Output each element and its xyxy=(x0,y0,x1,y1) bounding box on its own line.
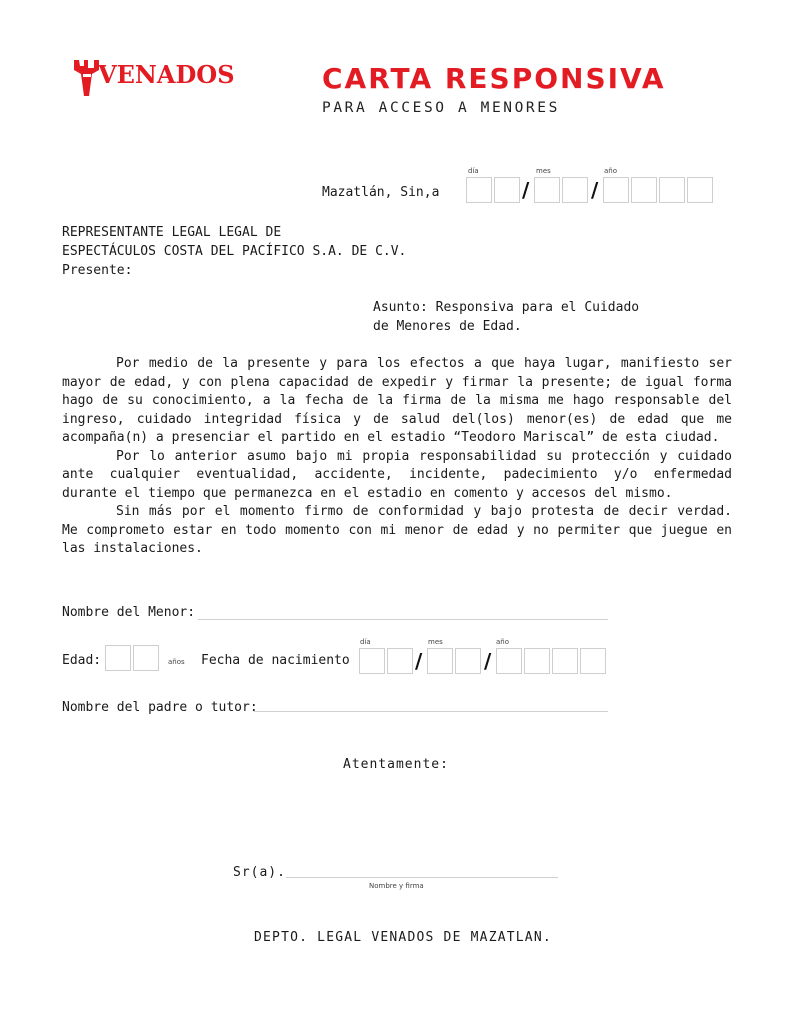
guardian-name-field[interactable] xyxy=(254,711,608,712)
venados-logo xyxy=(72,58,235,98)
birthdate-label: Fecha de nacimiento xyxy=(201,653,350,668)
place-label: Mazatlán, Sin,a xyxy=(322,185,440,200)
recipient-line-3: Presente: xyxy=(62,263,133,278)
date-year-box-3[interactable] xyxy=(659,177,685,203)
date-separator: / xyxy=(484,649,492,673)
date-year-label: año xyxy=(604,167,618,175)
closing-text: Atentamente: xyxy=(343,757,449,772)
birth-year-box-1[interactable] xyxy=(496,648,522,674)
signature-field[interactable] xyxy=(286,877,558,878)
recipient-line-1: REPRESENTANTE LEGAL LEGAL DE xyxy=(62,225,282,240)
date-separator: / xyxy=(522,178,530,202)
date-year-box-2[interactable] xyxy=(631,177,657,203)
birth-month-label: mes xyxy=(428,638,443,646)
signature-caption: Nombre y firma xyxy=(369,882,424,890)
date-day-box-1[interactable] xyxy=(466,177,492,203)
birth-month-box-2[interactable] xyxy=(455,648,481,674)
birth-day-box-2[interactable] xyxy=(387,648,413,674)
date-month-label: mes xyxy=(536,167,551,175)
minor-name-label: Nombre del Menor: xyxy=(62,605,196,620)
subject-line-2: de Menores de Edad. xyxy=(373,319,522,334)
signature-prefix: Sr(a). xyxy=(233,865,286,880)
birth-year-box-2[interactable] xyxy=(524,648,550,674)
body-paragraph-1: Por medio de la presente y para los efectos a que haya lugar, manifiesto ser mayor de edad, y con plena capacidad de expedir y firmar la presente; de igual forma hago de su conocimiento, a la fecha de la firma de la misma me hago responsable del ingreso, cuidado integridad física y de salud del(los) menor(es) de edad que me acompaña(n) a presenciar el partido en el estadio “Teodoro Mariscal” de esta ciudad. xyxy=(62,356,732,445)
date-separator: / xyxy=(415,649,423,673)
age-box-1[interactable] xyxy=(105,645,131,671)
birth-year-box-4[interactable] xyxy=(580,648,606,674)
date-separator: / xyxy=(591,178,599,202)
recipient-line-2: ESPECTÁCULOS COSTA DEL PACÍFICO S.A. DE C.V. xyxy=(62,244,407,259)
date-day-box-2[interactable] xyxy=(494,177,520,203)
date-day-label: día xyxy=(468,167,479,175)
document-subtitle: PARA ACCESO A MENORES xyxy=(322,100,560,116)
body-paragraph-2: Por lo anterior asumo bajo mi propia responsabilidad su protección y cuidado ante cualquier eventualidad, accidente, incidente, padecimiento y/o enfermedad durante el tiempo que permanezca en el estadio en comento y accesos del mismo. xyxy=(62,448,732,501)
birth-year-box-3[interactable] xyxy=(552,648,578,674)
subject-line-1: Asunto: Responsiva para el Cuidado xyxy=(373,300,640,315)
date-month-box-2[interactable] xyxy=(562,177,588,203)
body-text xyxy=(62,355,732,559)
body-paragraph-3: Sin más por el momento firmo de conformidad y bajo protesta de decir verdad. Me comprometo estar en todo momento con mi menor de edad y no permiter que juegue en las instalaciones. xyxy=(62,504,732,556)
footer-department: DEPTO. LEGAL VENADOS DE MAZATLAN. xyxy=(254,930,552,945)
age-label: Edad: xyxy=(62,653,102,668)
document-title: CARTA RESPONSIVA xyxy=(322,62,666,95)
date-year-box-1[interactable] xyxy=(603,177,629,203)
minor-name-field[interactable] xyxy=(198,619,608,620)
birth-month-box-1[interactable] xyxy=(427,648,453,674)
date-year-box-4[interactable] xyxy=(687,177,713,203)
age-unit-label: años xyxy=(168,658,185,666)
logo-wordmark: VENADOS xyxy=(98,60,235,89)
age-box-2[interactable] xyxy=(133,645,159,671)
guardian-label: Nombre del padre o tutor: xyxy=(62,700,258,715)
birth-day-box-1[interactable] xyxy=(359,648,385,674)
birth-day-label: día xyxy=(360,638,371,646)
date-month-box-1[interactable] xyxy=(534,177,560,203)
birth-year-label: año xyxy=(496,638,510,646)
